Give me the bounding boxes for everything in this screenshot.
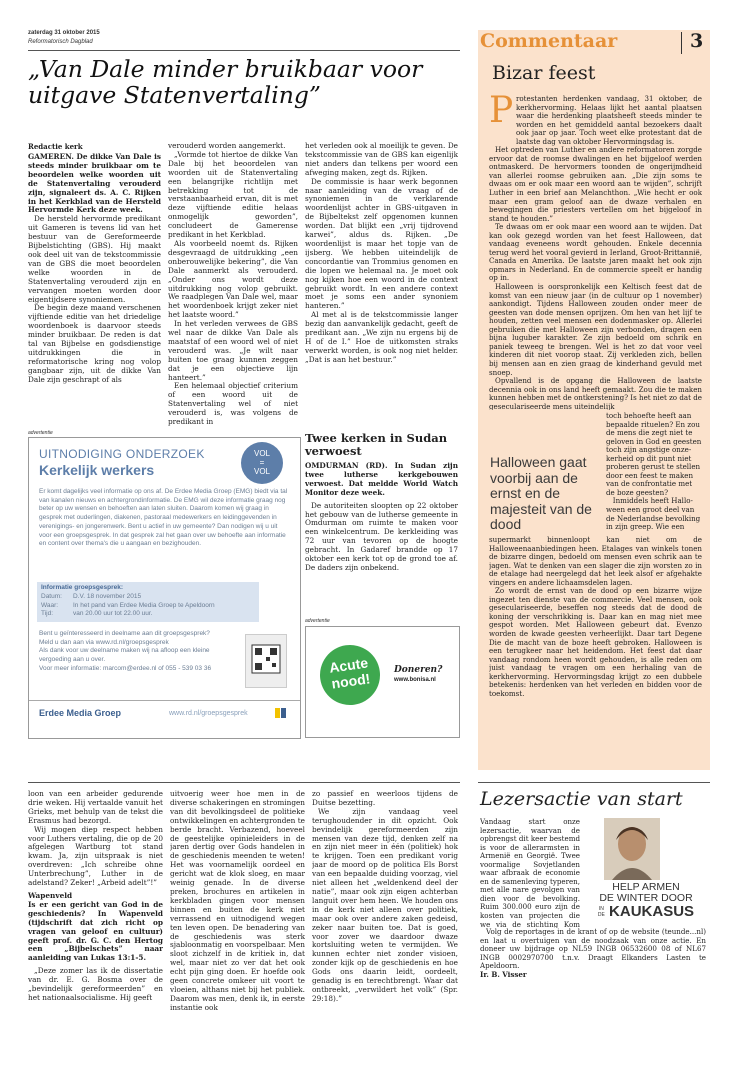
- child-photo: [604, 818, 660, 880]
- article-lead: GAMEREN. De dikke Van Dale is steeds minder bruikbaar om te beoordelen welke woorden uit de Statenvertaling verouderd zijn, signaleert ds. A. C. Rijken in het Kerkblad van de Hersteld Hervormde Kerk deze week.: [28, 153, 161, 215]
- lezersactie-text-top: [480, 818, 580, 928]
- text-line: toch behoefte heeft aan: [606, 412, 692, 420]
- info-title: Informatie groepsgesprek:: [41, 584, 123, 591]
- signature: Ir. B. Visser: [480, 969, 527, 979]
- badge-text: =: [259, 458, 265, 467]
- main-article-col1: [28, 153, 161, 430]
- paragraph: verouderd worden aangemerkt.: [168, 142, 286, 150]
- paragraph: De begin deze maand verschenen vijftiende editie van het driedelige woordenboek is daarvoor steeds minder bruikbaar. De reden is dat tal van Bijbelse en godsdienstige uitdrukkingen die in reformatorische kring nog volop gangbaar zijn, uit de dikke Van Dale zijn geschrapt of als: [28, 303, 161, 384]
- paragraph: Als voorbeeld noemt ds. Rijken desgevraagd de uitdrukking „een onberouwelijke bekering”, die Van Dale aanmerkt als verouderd. „Onder ons wordt deze uitdrukking nog volop gebruikt. We raadplegen Van Dale wel, maar het woordenboek krijgt zeker niet het laatste woord.”: [168, 238, 298, 320]
- text-line: Inmiddels heeft Hallo-: [606, 496, 693, 506]
- badge-text: VOL: [253, 467, 270, 476]
- advert-body: Er komt dagelijks veel informatie op ons af. De Erdee Media Groep (EMG) biedt via tal van kanalen nieuws en achtergrondinformatie. De EMG wil deze informatie graag nog beter op uw wensen en behoeften aan laten sluiten. Daarom komen wij graag in gesprek met ouderlingen, diakenen, pastoraal medewerkers en leidinggevenden in verenigings- en jongerenwerk. Bent u actief in uw gemeente? Dan nodigen wij u uit voor een groepsgesprek. In dat gesprek zal het gaan over uw behoefte aan informatie en content over thema's die u aangaan en bezighouden.: [39, 488, 288, 548]
- advert-footer: [39, 630, 239, 674]
- paragraph: We zijn vandaag veel terughoudender in dit opzicht. Ook bevindelijk gereformeerden zijn mensen van deze tijd, denken zelf na en zijn niet meer in één (politiek) hok te krijgen. Toen een predikant vorig jaar de moord op de politica Els Borst van een bepaalde duiding voorzag, viel niet alleen het „weldenkend deel der natie”, maar ook zijn eigen achterban languit over hem heen. We houden ons in de kerk niet alleen over politiek, maar ook over andere zaken gedeisd, zeker naar buiten toe. Dat is goed, voor zover we daardoor dwaze kortsluiting weten te vermijden. We kunnen echter niet zonder visioen, zonder kijk op de geschiedenis en hoe Gods ons daarin leidt, oordeelt, genadig is en terechtbrengt. Waar dat ontbreekt, „verwildert het volk” (Spr. 29:18).”: [312, 806, 458, 1003]
- page-title: „Van Dale minder bruikbaar voor uitgave Statenvertaling”: [28, 55, 423, 109]
- logo-icon: [273, 706, 289, 720]
- text-line: proberen gerust te stellen: [606, 462, 701, 472]
- pull-quote: Halloween gaat voorbij aan de ernst en de majesteit van de dood: [490, 454, 592, 532]
- text-line: ween een groot deel van: [606, 505, 695, 515]
- badge-text: Acute: [328, 654, 369, 676]
- text-line: de mens die zegt niet te: [606, 428, 693, 438]
- commentary-text-after: [489, 536, 702, 764]
- paragraph: uitvoerig weer hoe men in de diverse schakeringen en stromingen van dit bevolkingsdeel de politieke ontwikkelingen en achtergronden te berde bracht. Verbazend, hoeveel de geestelijke opinieleiders in de jaren dertig over Gods handelen in de geschiedenis meenden te weten! Het was voornamelijk oordeel en gericht wat de klok sloeg, en maar weinig genade. In de diverse preken, brochures en artikelen in kerkbladen gingen voor mensen binnen en buiten de kerk niet verrassend en uitnodigend wegen ten leven open. De benadering van de geschiedenis was sterk sjabloonmatig en voorspelbaar. Men sloot zichzelf in de kritiek in, dat wel, maar niet zo ver dat het ook echt pijn ging doen. Er hoefde ook geen concrete omkeer uit voort te vloeien, althans niet bij het publiek. Daarom was men, denk ik, in eerste instantie ook: [170, 790, 305, 1012]
- acute-nood-badge: [316, 641, 384, 709]
- logo-text: IN: [598, 906, 604, 913]
- commentary-title: Bizar feest: [492, 62, 596, 84]
- paragraph: Halloween is oorspronkelijk een Keltisch feest dat de komst van een nieuw jaar (in de cultuur op 1 november) aankondigt. Tijdens Halloween zouden onder meer de geesten van dode mensen oprijzen. Om hen van het lijf te houden, zetten veel mensen een dodenmasker op. Allerlei gebruiken die met Halloween zijn verbonden, dragen een bijna luguber karakter. Ze zijn bedoeld om schrik en paniek teweeg te brengen. Wel is het zo dat voor veel kinderen dit niet voorop staat. Zij verkleden zich, bellen bij mensen aan en zien graag de kinderhand gevuld met snoep.: [489, 282, 702, 377]
- text-line: kerheid op dit punt niet: [606, 453, 692, 463]
- commentary-text: [489, 90, 702, 410]
- paragraph: rotestanten herdenken vandaag, 31 oktober, de kerkhervorming. Helaas lijkt het aantal plaatsen waar die herdenking plaatsheeft steeds minder te worden en het gemiddeld aantal bezoekers daalt ook jaar op jaar. Toch weet elke protestant dat de laatste dag van oktober Hervormingsdag is.: [516, 95, 702, 146]
- qr-icon: [246, 635, 286, 687]
- qr-code[interactable]: [245, 634, 287, 688]
- info-box: [37, 582, 259, 622]
- commentary-wrap: [606, 412, 702, 534]
- paragraph: Volg de reportages in de krant of op de website (teunde...nl) en laat u overtuigen van de noodzaak van onze actie. En doneer uw bijdrage op NL59 INGB 06532600 08 of NL67 INGB 0002970700 t.n.v. Draagt Elkanders Lasten te Apeldoorn.: [480, 928, 706, 971]
- paragraph: Vandaag start onze lezersactie, waarvan de opbrengst dit keer bestemd is voor de allerarmsten in Armenië en Georgië. Twee voormalige Sovjetlanden waar afbraak de economie en de samenleving typeren, met alle nare gevolgen van dien voor de bevolking. Ruim 300.000 euro zijn de kosten van projecten die we via de stichting Kom: [480, 818, 580, 928]
- subhead: Wapenveld: [28, 890, 73, 900]
- article-lead: OMDURMAN (RD). In Sudan zijn twee lutherse kerkgebouwen verwoest. Dat meldde World Watch Monitor deze week.: [305, 462, 458, 497]
- text-line: in zijn greep. Wie een: [606, 522, 685, 532]
- dropcap: P: [489, 90, 514, 131]
- paragraph: „Vormde tot hiertoe de dikke Van Dale bij het beoordelen van woorden uit de Statenvertaling een belangrijke richtlijn met betrekking tot de verstaanbaarheid ervan, dit is met deze vijftiende editie helaas onmogelijk geworden”, concludeert de Gamerense predikant in het Kerkblad.: [168, 149, 298, 240]
- child-portrait-icon: [604, 818, 660, 880]
- info-rows: [41, 593, 215, 619]
- paragraph: loon van een arbeider gedurende drie weken. Hij vertaalde vanuit het Grieks, met behulp van de tekst die Erasmus had bezorgd.: [28, 790, 163, 825]
- sudan-headline: Twee kerken in Sudan verwoest: [305, 431, 448, 458]
- paragraph: Is er een gericht van God in de geschiedenis? In Wapenveld (tijdschrift dat zich richt op vragen van geloof en cultuur) geeft prof. dr. G. C. den Hertog een „Bijbelschets” naar aanleiding van Lukas 13:1-5.: [28, 899, 163, 963]
- paragraph: Het optreden van Luther en andere reformatoren zorgde ervoor dat de roomse dwalingen en het bijgeloof werden ontmaskerd. De hervormers toonden de ongerijmdheid van allerlei roomse gebruiken aan. „Die zijn soms te dwaas om er ook maar een woord aan te wijden”, schrijft Luther in een brief aan Melanchthon. „Wie hecht er ook maar een gram geloof aan de dwaze verhalen en bewegingen die priesters vertellen om het bijgeloof in stand te houden.”: [489, 145, 702, 223]
- badge-text: VOL: [253, 449, 270, 458]
- sudan-article: [305, 462, 458, 622]
- paragraph: supermarkt binnenloopt kan niet om de Halloweenaanbiedingen heen. Etalages van winkels tonen de bizarre dingen, bedoeld om mensen even schrik aan te jagen. Wat te denken van een slager die zijn worsten zo in de etalage had neergelegd dat het leek alsof er afgehakte vingers en andere lichaamsdelen lagen.: [489, 536, 702, 587]
- paragraph: Al met al is de tekstcommissie langer bezig dan aanvankelijk gedacht, geeft de predikant aan. „We zijn nu ergens bij de H of de I.” Hoe de uitkomsten straks verwerkt worden, is ook nog niet helder. „Dat is aan het bestuur.”: [305, 310, 458, 364]
- bonisa-url[interactable]: www.bonisa.nl: [394, 677, 436, 683]
- logo-text: KAUKASUS: [609, 903, 695, 920]
- info-label: Tijd:: [41, 610, 54, 617]
- info-label: Datum:: [41, 593, 62, 600]
- advert-title: UITNODIGING ONDERZOEK: [39, 447, 205, 461]
- logo-text: HELP ARMEN: [612, 881, 680, 893]
- footer-line[interactable]: Voor meer informatie: marcom@erdee.nl of 055 - 539 03 36: [39, 664, 212, 672]
- advert-erdee[interactable]: [28, 437, 301, 739]
- paragraph: Wij mogen diep respect hebben voor Luthers vertaling, die op de 20 afgelegen Wartburg tot stand kwam. Ja, zijn uitspraak is niet overdreven: „Ich schreibe ohne Unterbrechung”, Luther in de adelstand? Zeker! „Arbeid adelt”!”: [28, 824, 163, 888]
- text-line: bepaalde rituelen? En zou: [606, 419, 700, 429]
- paragraph: De commissie is haar werk begonnen naar aanleiding van de vraag of de synoniemen in de verklarende woordenlijst achter in GBS-uitgaven in de Bijbeltekst zelf opgenomen kunnen worden. Dat blijkt een „vrij tijdrovend karwei”, aldus ds. Rijken. „De woordenlijst is maar het topje van de ijsberg. We hebben uiteindelijk de concordantie van Trommius genomen en die lopen we helemaal na. Je moet ook nog kijken hoe een woord in de context gebruikt wordt. In een andere context moet je soms een ander synoniem hanteren.”: [305, 176, 458, 311]
- advert-url[interactable]: www.rd.nl/groepsgesprek: [169, 710, 248, 717]
- footer-line: Bent u geïnteresseerd in deelname aan dit groepsgesprek?: [39, 630, 210, 637]
- text-line: door een feest te maken: [606, 470, 694, 480]
- help-armen-logo: [584, 882, 708, 920]
- paragraph: zo passief en weerloos tijdens de Duitse bezetting.: [312, 790, 458, 807]
- advert-label: advertentie: [28, 430, 53, 436]
- paragraph: Een helemaal objectief criterium of een woord uit de Statenvertaling wel of niet verouderd is, was volgens de predikant in: [168, 381, 298, 427]
- byline: Redactie kerk: [28, 142, 83, 151]
- paper-name: Reformatorisch Dagblad: [28, 39, 93, 45]
- info-label: Waar:: [41, 601, 59, 609]
- donate-cta: Doneren?: [394, 665, 443, 675]
- lower-col3: [312, 790, 458, 1062]
- logo-text: DE WINTER DOOR: [599, 892, 693, 904]
- paragraph: Opvallend is de opgang die Halloween de laatste decennia ook in ons land heeft gemaakt. Zou die te maken kunnen hebben met de ontkerstening? Is het niet zo dat de geseculariseerde mens uiteindelijk: [489, 376, 702, 410]
- vol-badge: [241, 442, 283, 484]
- paragraph: Zo wordt de ernst van de dood op een bizarre wijze ingezet ten dienste van de commercie. Veel mensen, ook geseculariseerde, beseffen nog steeds dat de dood de koning der verschrikking is. Daar kan en mag niet mee gespot worden. Met Halloween gebeurt dat. Evenzo worden de kwade geesten verheerlijkt. Daar tart Degene Die de macht van de boze heeft gebroken. Halloween is een terugkeer naar het heidendom. Het feest dat daar vandaag rondom heen wordt gehouden, is alle reden om juist vandaag te vragen om een herhaling van de kerkhervorming. Hervormingsdag krijgt zo een dubbele betekenis: herdenken van het verleden en bidden voor de toekomst.: [489, 586, 702, 698]
- section-title: Commentaar: [480, 30, 618, 52]
- lezersactie-text-bottom: [480, 928, 706, 1063]
- text-line: de Nederlandse bevolking: [606, 513, 701, 523]
- paragraph: De hersteld hervormde predikant uit Gameren is tevens lid van het bestuur van de Gereformeerde Bijbelstichting (GBS). Hij maakt ook deel uit van de tekstcommissie van de GBS die moet beoordelen welke woorden in de Statenvertaling verouderd zijn en vervangen moeten worden door eigentijdsere synoniemen.: [28, 214, 161, 304]
- paragraph: De autoriteiten sloopten op 22 oktober het gebouw van de lutherse gemeente in Omdurman om ruimte te maken voor een winkelcentrum. De kerkleiding was 72 uur van tevoren op de hoogte gebracht. In Gadaref brandde op 17 oktober een kerk tot op de grond toe af. De daders zijn onbekend.: [305, 500, 458, 572]
- info-value: van 20.00 uur tot 22.00 uur.: [73, 610, 153, 617]
- paragraph: het verleden ook al moeilijk te geven. De tekstcommissie van de GBS kan eigenlijk niet anders dan telkens per woord een afweging maken, zegt ds. Rijken.: [305, 142, 458, 177]
- lezersactie-title: Lezersactie van start: [480, 788, 683, 810]
- page-number: 3: [690, 30, 704, 52]
- info-value: D.V. 18 november 2015: [73, 593, 142, 600]
- badge-text: nood!: [330, 670, 372, 692]
- advert-bonisa[interactable]: [305, 626, 460, 738]
- paragraph: Te dwaas om er ook maar een woord aan te wijden. Dat kan ook gezegd worden van het feest Halloween, dat vandaag eveneens wordt gehouden. Enkele decennia terug werd het vooral gevierd in Ierland, Groot-Brittannië, Canada en Amerika. De laatste jaren maakt het ook zijn opmars in Nederland. En de commercie speelt er handig op in.: [489, 222, 702, 283]
- paragraph: „Deze zomer las ik de dissertatie van dr. E. G. Bosma over de „bevindelijk gereformeerden” en het nationaalsocialisme. Hij geeft: [28, 966, 163, 1002]
- text-line: geloven in God en geesten: [606, 436, 702, 446]
- advert-label: advertentie: [305, 618, 330, 624]
- footer-line: Als dank voor uw deelname maken wij na afloop een kleine: [39, 647, 210, 655]
- advert-subtitle: Kerkelijk werkers: [39, 462, 155, 478]
- paragraph: In het verleden verwees de GBS wel naar de dikke Van Dale als maatstaf of een woord wel of niet verouderd was. „Je wilt naar buiten toe graag kunnen zeggen dat je een objectieve lijn hanteert.”: [168, 319, 298, 382]
- footer-line[interactable]: Meld u dan aan via www.rd.nl/groepsgesprek: [39, 638, 169, 646]
- text-line: toch zijn angstige onze-: [606, 445, 692, 455]
- date-line: zaterdag 31 oktober 2015: [28, 30, 100, 36]
- logo-text: DE: [597, 912, 605, 919]
- info-value: In het pand van Erdee Media Groep te Apeldoorn: [73, 601, 215, 609]
- text-line: de boze geesten?: [606, 487, 668, 497]
- lower-col2: [170, 790, 305, 1062]
- footer-line: vergoeding aan u over.: [39, 656, 106, 664]
- text-line: van de confrontatie met: [606, 479, 693, 489]
- lower-col1: [28, 790, 163, 1062]
- main-article-col2: [168, 142, 298, 430]
- brand-name: Erdee Media Groep: [39, 708, 122, 718]
- main-article-col3: [305, 142, 458, 430]
